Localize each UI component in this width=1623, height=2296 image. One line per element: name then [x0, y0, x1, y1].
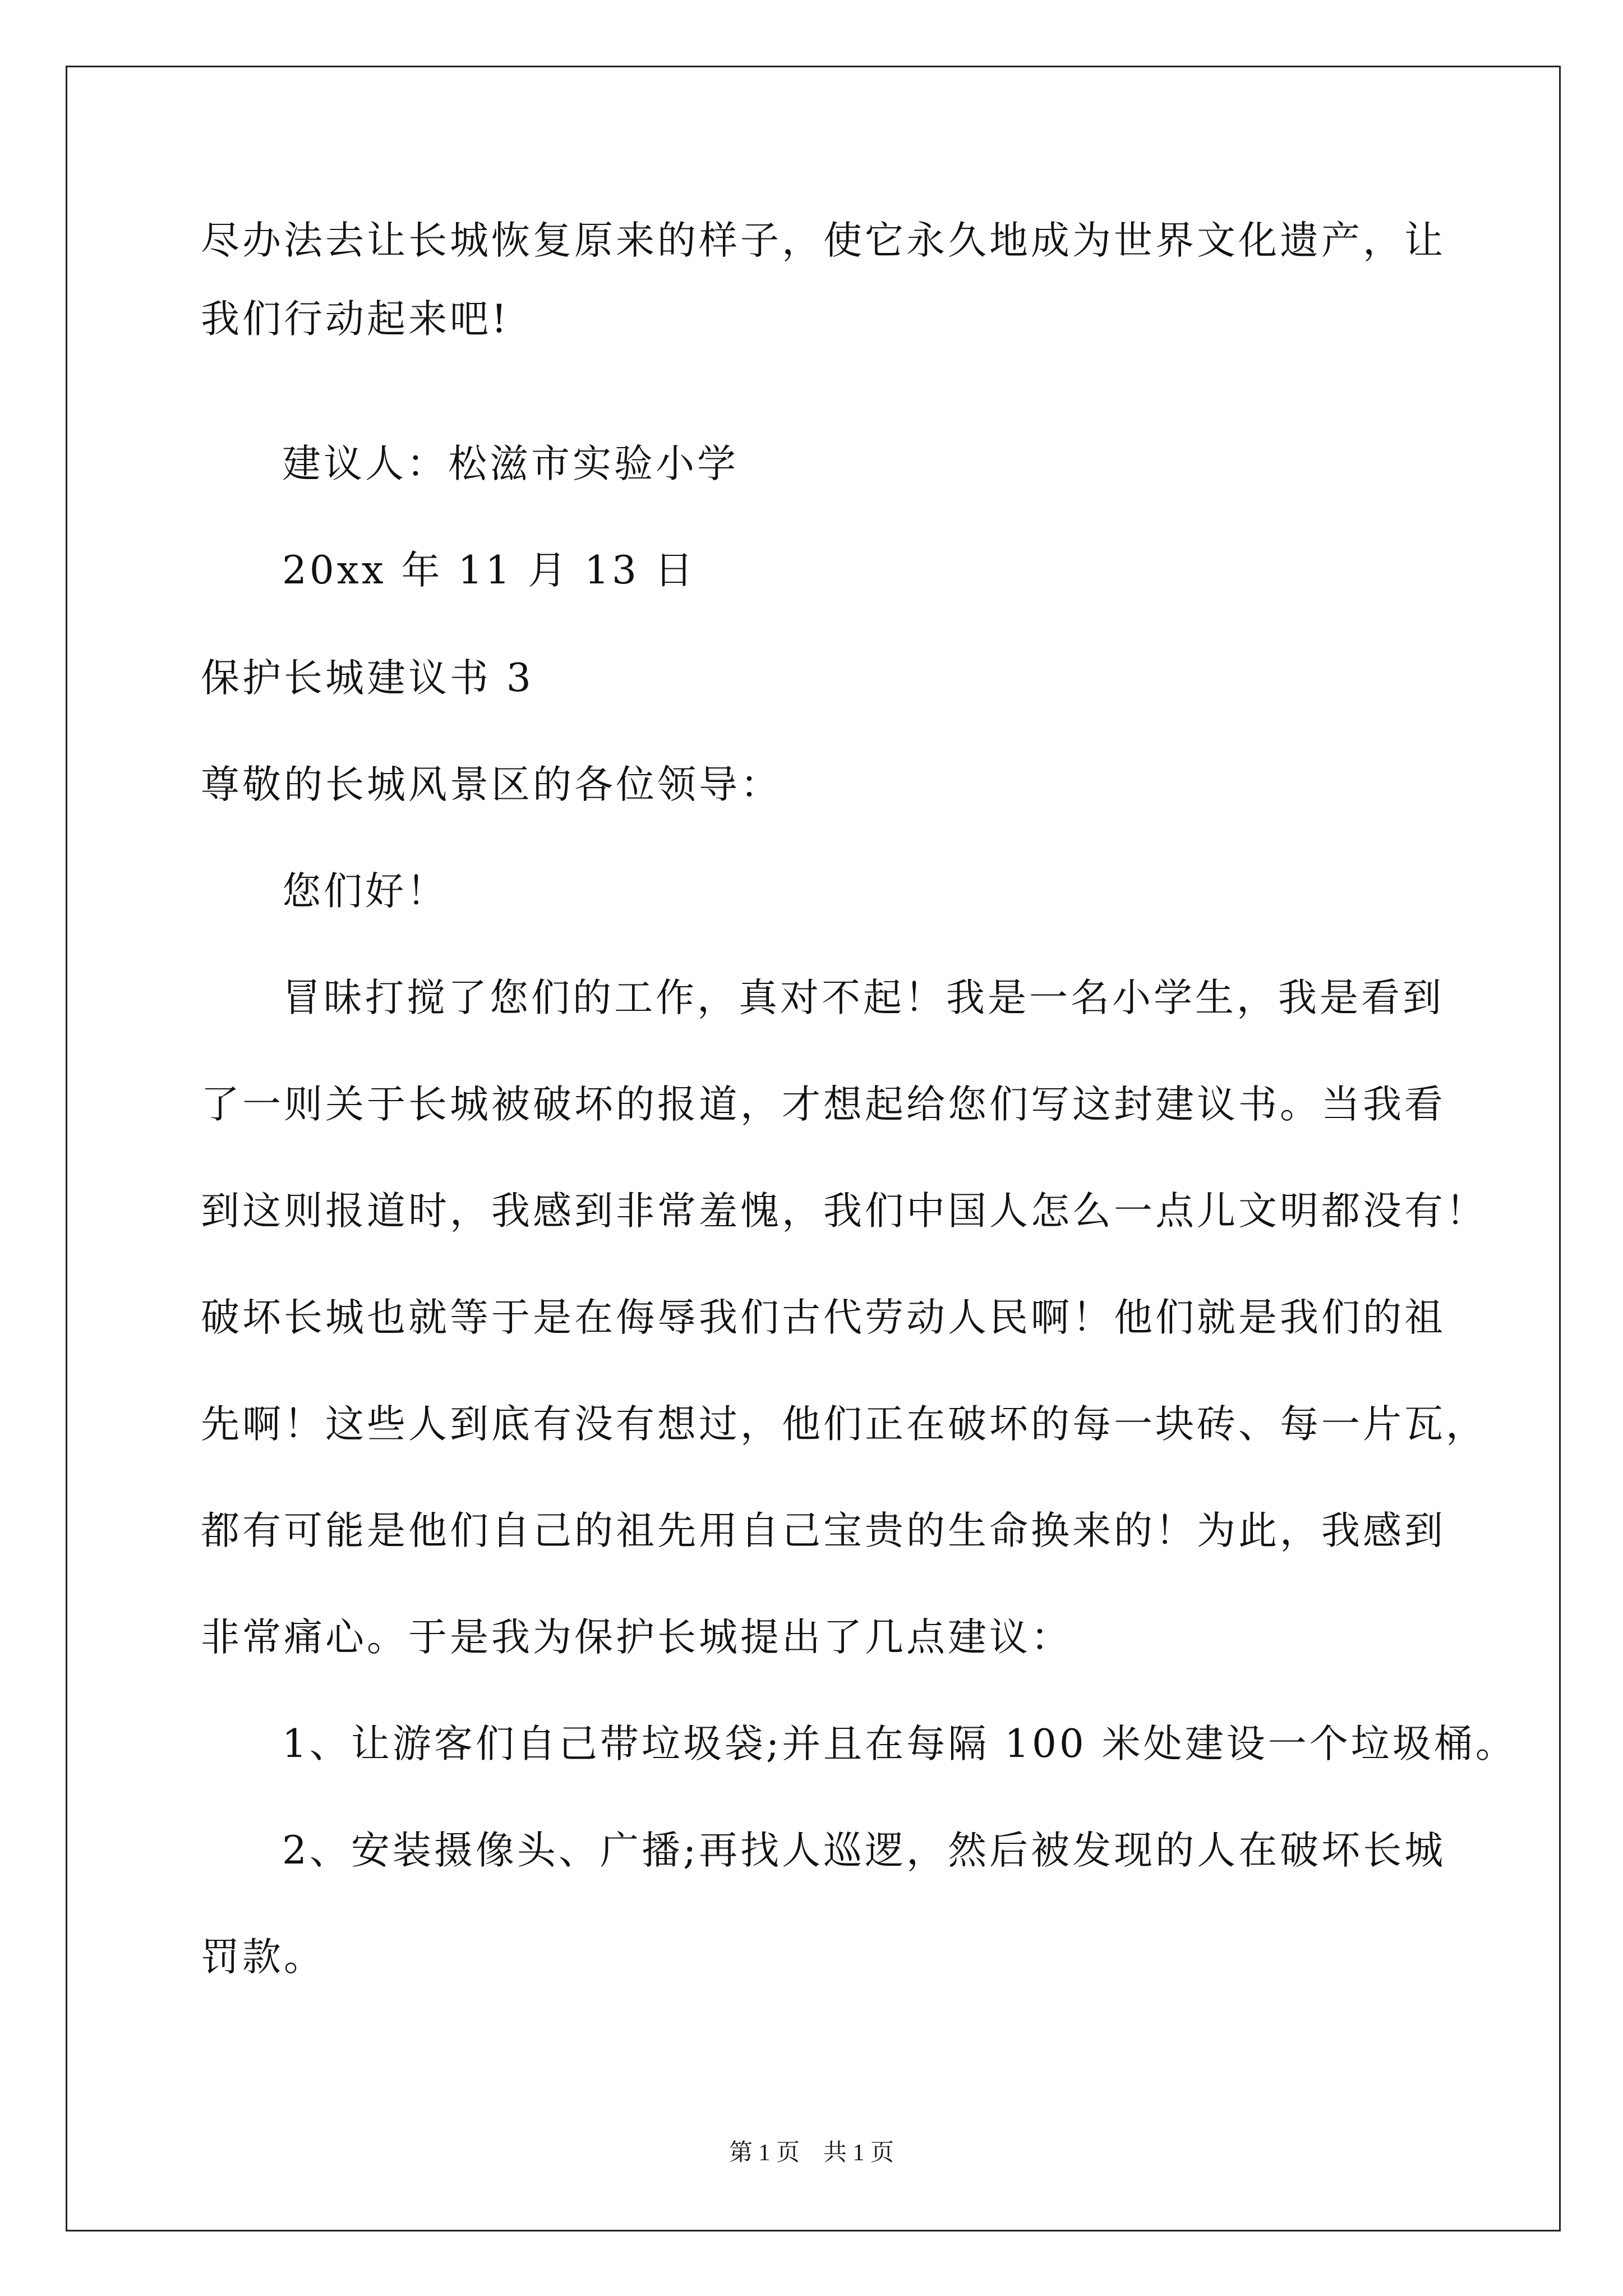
page-footer: 第 1 页 共 1 页 — [728, 2140, 894, 2166]
list-item: 2、安装摄像头、广播;再找人巡逻，然后被发现的人在破坏长城 — [282, 1828, 1446, 1873]
page-border — [66, 66, 1561, 2231]
paragraph-line: 了一则关于长城被破坏的报道，才想起给您们写这封建议书。当我看 — [201, 1082, 1446, 1127]
paragraph-line: 我们行动起来吧! — [201, 297, 510, 342]
signature-line: 建议人：松滋市实验小学 — [282, 441, 739, 486]
paragraph-line: 到这则报道时，我感到非常羞愧，我们中国人怎么一点儿文明都没有！ — [201, 1189, 1487, 1234]
paragraph-line: 尽办法去让长城恢复原来的样子，使它永久地成为世界文化遗产，让 — [201, 218, 1446, 263]
paragraph-line: 破坏长城也就等于是在侮辱我们古代劳动人民啊！他们就是我们的祖 — [201, 1295, 1446, 1340]
paragraph-line: 非常痛心。于是我为保护长城提出了几点建议： — [201, 1615, 1072, 1660]
date-line: 20xx 年 11 月 13 日 — [282, 548, 696, 593]
greeting: 您们好！ — [282, 869, 448, 914]
section-title: 保护长城建议书 3 — [201, 656, 534, 701]
paragraph-line: 罚款。 — [201, 1935, 325, 1980]
paragraph-line: 冒昧打搅了您们的工作，真对不起！我是一名小学生，我是看到 — [282, 976, 1444, 1020]
salutation: 尊敬的长城风景区的各位领导： — [201, 762, 782, 807]
paragraph-line: 都有可能是他们自己的祖先用自己宝贵的生命换来的！为此，我感到 — [201, 1508, 1446, 1553]
list-item: 1、让游客们自己带垃圾袋;并且在每隔 100 米处建设一个垃圾桶。 — [282, 1722, 1517, 1766]
paragraph-line: 先啊！这些人到底有没有想过，他们正在破坏的每一块砖、每一片瓦， — [201, 1402, 1487, 1447]
